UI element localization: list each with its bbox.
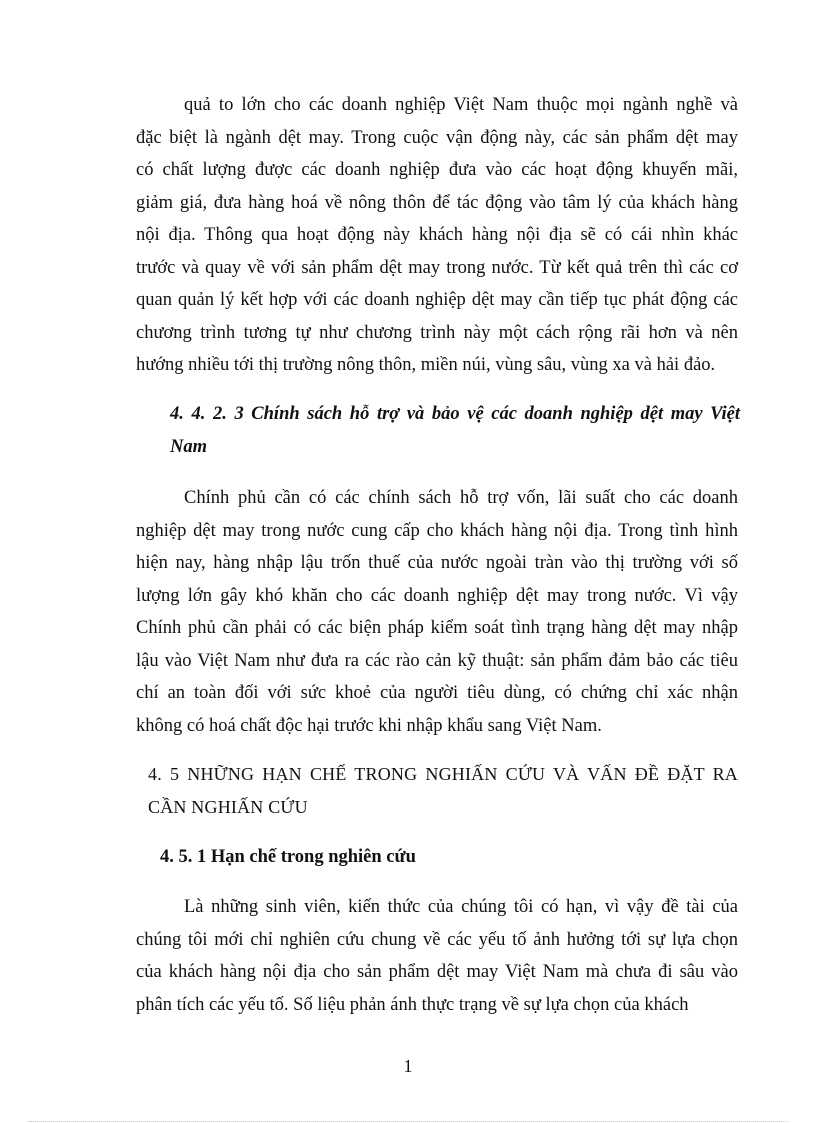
- heading-line: 4. 4. 2. 3 Chính sách hỗ trợ và bảo vệ các doanh nghiệp dệt may Việt: [170, 404, 740, 424]
- text-line: hiện nay, hàng nhập lậu trốn thuế của nước ngoài tràn vào thị trường với số: [136, 553, 738, 573]
- text-line: đặc biệt là ngành dệt may. Trong cuộc vận động này, các sản phẩm dệt may: [136, 127, 738, 148]
- paragraph-1: [136, 89, 738, 382]
- text-line: Chính phủ cần có các chính sách hỗ trợ vốn, lãi suất cho các doanh: [184, 488, 738, 508]
- text-line: Chính phủ cần phải có các biện pháp kiểm soát tình trạng hàng dệt may nhập: [136, 618, 738, 638]
- section-heading-45: [148, 758, 738, 823]
- page-number: 1: [403, 1056, 413, 1076]
- heading-line: Nam: [170, 436, 207, 457]
- text-line: nghiệp dệt may trong nước cung cấp cho khách hàng nội địa. Trong tình hình: [136, 520, 738, 541]
- section-heading-4423: [170, 398, 740, 463]
- text-line: có chất lượng được các doanh nghiệp đưa vào các hoạt động khuyến mãi,: [136, 160, 738, 180]
- heading-line: 4. 5 NHỮNG HẠN CHẾ TRONG NGHIẤN CỨU VÀ VẤN ĐỀ ĐẶT RA: [148, 764, 738, 784]
- text-line: không có hoá chất độc hại trước khi nhập khẩu sang Việt Nam.: [136, 715, 602, 736]
- text-line: trước và quay về với sản phẩm dệt may trong nước. Từ kết quả trên thì các cơ: [136, 257, 738, 278]
- paragraph-3: [136, 891, 738, 1021]
- text-line: chúng tôi mới chỉ nghiên cứu chung về các yếu tố ảnh hưởng tới sự lựa chọn: [136, 929, 738, 950]
- text-line: nội địa. Thông qua hoạt động này khách hàng nội địa sẽ có cái nhìn khác: [136, 225, 738, 245]
- heading-line: CẦN NGHIẤN CỨU: [148, 796, 308, 817]
- text-line: quan quản lý kết hợp với các doanh nghiệp dệt may cần tiếp tục phát động các: [136, 290, 738, 310]
- text-line: giảm giá, đưa hàng hoá về nông thôn để tác động vào tâm lý của khách hàng: [136, 192, 738, 213]
- text-line: phân tích các yếu tố. Số liệu phản ánh thực trạng về sự lựa chọn của khách: [136, 994, 689, 1015]
- text-line: lượng lớn gây khó khăn cho các doanh nghiệp dệt may trong nước. Vì vậy: [136, 585, 738, 606]
- text-line: của khách hàng nội địa cho sản phẩm dệt may Việt Nam mà chưa đi sâu vào: [136, 962, 738, 982]
- page-bottom-divider: [28, 1121, 788, 1122]
- paragraph-2: [136, 482, 738, 742]
- text-line: Là những sinh viên, kiến thức của chúng tôi có hạn, vì vậy đề tài của: [184, 897, 738, 917]
- text-line: lậu vào Việt Nam như đưa ra các rào cản kỹ thuật: sản phẩm đảm bảo các tiêu: [136, 650, 738, 671]
- text-line: hướng nhiều tới thị trường nông thôn, miền núi, vùng sâu, vùng xa và hải đảo.: [136, 355, 716, 375]
- text-line: chí an toàn đối với sức khoẻ của người tiêu dùng, có chứng chỉ xác nhận: [136, 683, 738, 703]
- heading-line: 4. 5. 1 Hạn chế trong nghiên cứu: [160, 847, 416, 867]
- text-line: quả to lớn cho các doanh nghiệp Việt Nam thuộc mọi ngành nghề và: [184, 95, 738, 115]
- text-line: chương trình tương tự như chương trình này một cách rộng rãi hơn và nên: [136, 322, 738, 343]
- section-heading-451: [160, 841, 740, 874]
